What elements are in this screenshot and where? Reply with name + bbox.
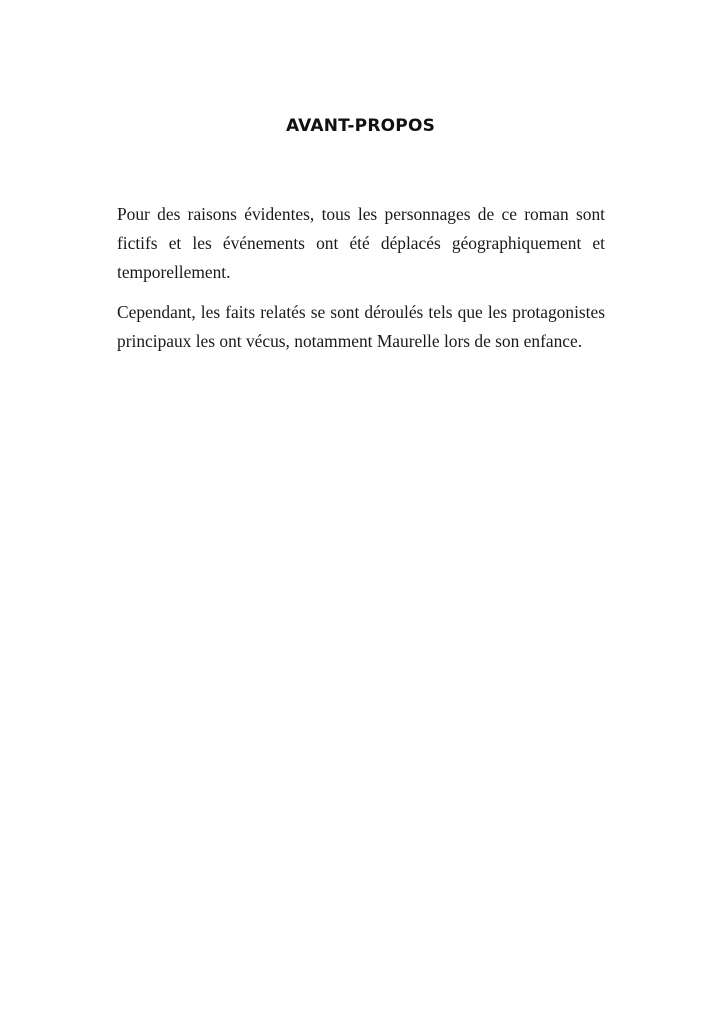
paragraph-1: Pour des raisons évidentes, tous les personnages de ce roman sont fictifs et les événements ont été déplacés géographiquement et temporellement. — [117, 204, 605, 282]
paragraph-2: Cependant, les faits relatés se sont déroulés tels que les protagonistes principaux les ont vécus, notamment Maurelle lors de son enfance. — [117, 302, 605, 351]
page-title: AVANT-PROPOS — [285, 116, 436, 136]
